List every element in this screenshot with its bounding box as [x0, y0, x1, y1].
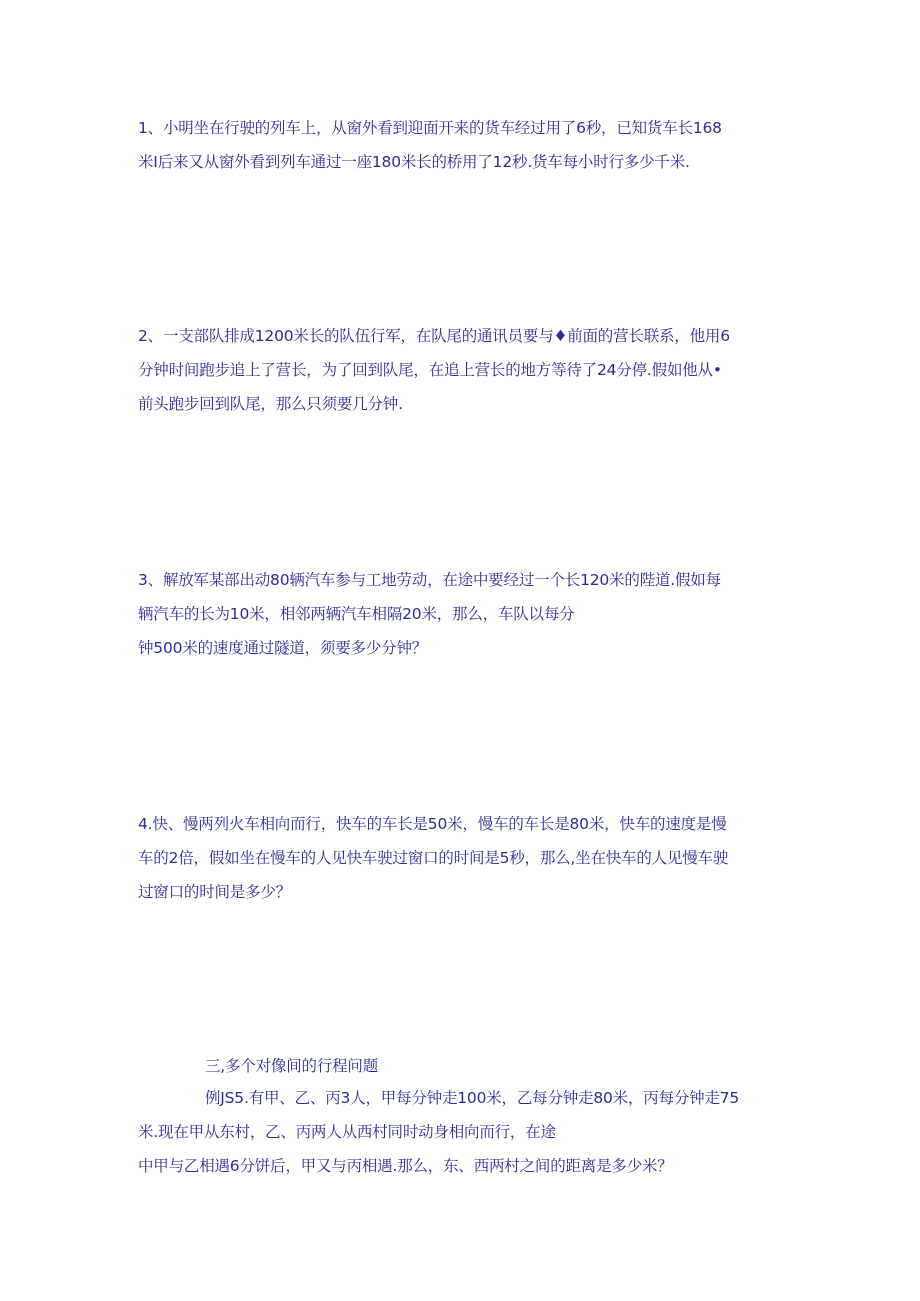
- problem-3-line-2: 辆汽车的长为10米，相邻两辆汽车相隔20米，那么，车队以每分: [138, 605, 575, 623]
- problem-1-line-1: 1、小明坐在行驶的列车上，从窗外看到迎面开来的货车经过用了6秒，已知货车长168: [138, 119, 722, 137]
- problem-2-line-2: 分钟时间跑步追上了营长，为了回到队尾，在追上营长的地方等待了24分停.假如他从•: [138, 361, 722, 379]
- problem-3-line-1: 3、解放军某部出动80辆汽车参与工地劳动，在途中要经过一个长120米的陛道.假如每: [138, 571, 721, 589]
- problem-2-line-1: 2、一支部队排成1200米长的队伍行军，在队尾的通讯员要与♦前面的营长联系，他用6: [138, 327, 730, 345]
- problem-1-line-2: 米I后来又从窗外看到列车通过一座180米长的桥用了12秒.货车每小时行多少千米.: [138, 153, 690, 171]
- problem-2-line-3: 前头跑步回到队尾，那么只须要几分钟.: [138, 395, 403, 413]
- problem-3-line-3: 钟500米的速度通过隧道，须要多少分钟？: [138, 639, 428, 657]
- example-line-2: 米.现在甲从东村，乙、丙两人从西村同时动身相向而行，在途: [138, 1123, 556, 1141]
- problem-4-line-2: 车的2倍，假如坐在慢车的人见快车驶过窗口的时间是5秒，那么,坐在快车的人见慢车驶: [138, 849, 729, 867]
- section-heading: 三,多个对像间的行程问题: [205, 1057, 379, 1075]
- problem-4-line-1: 4.快、慢两列火车相向而行，快车的车长是50米，慢车的车长是80米，快车的速度是慢: [138, 815, 727, 833]
- example-line-1: 例JS5.有甲、乙、丙3人，甲每分钟走100米，乙每分钟走80米，丙每分钟走75: [205, 1089, 740, 1107]
- example-line-3: 中甲与乙相遇6分饼后，甲又与丙相遇.那么，东、西两村之间的距离是多少米？: [138, 1157, 673, 1175]
- problem-4-line-3: 过窗口的时间是多少？: [138, 883, 292, 901]
